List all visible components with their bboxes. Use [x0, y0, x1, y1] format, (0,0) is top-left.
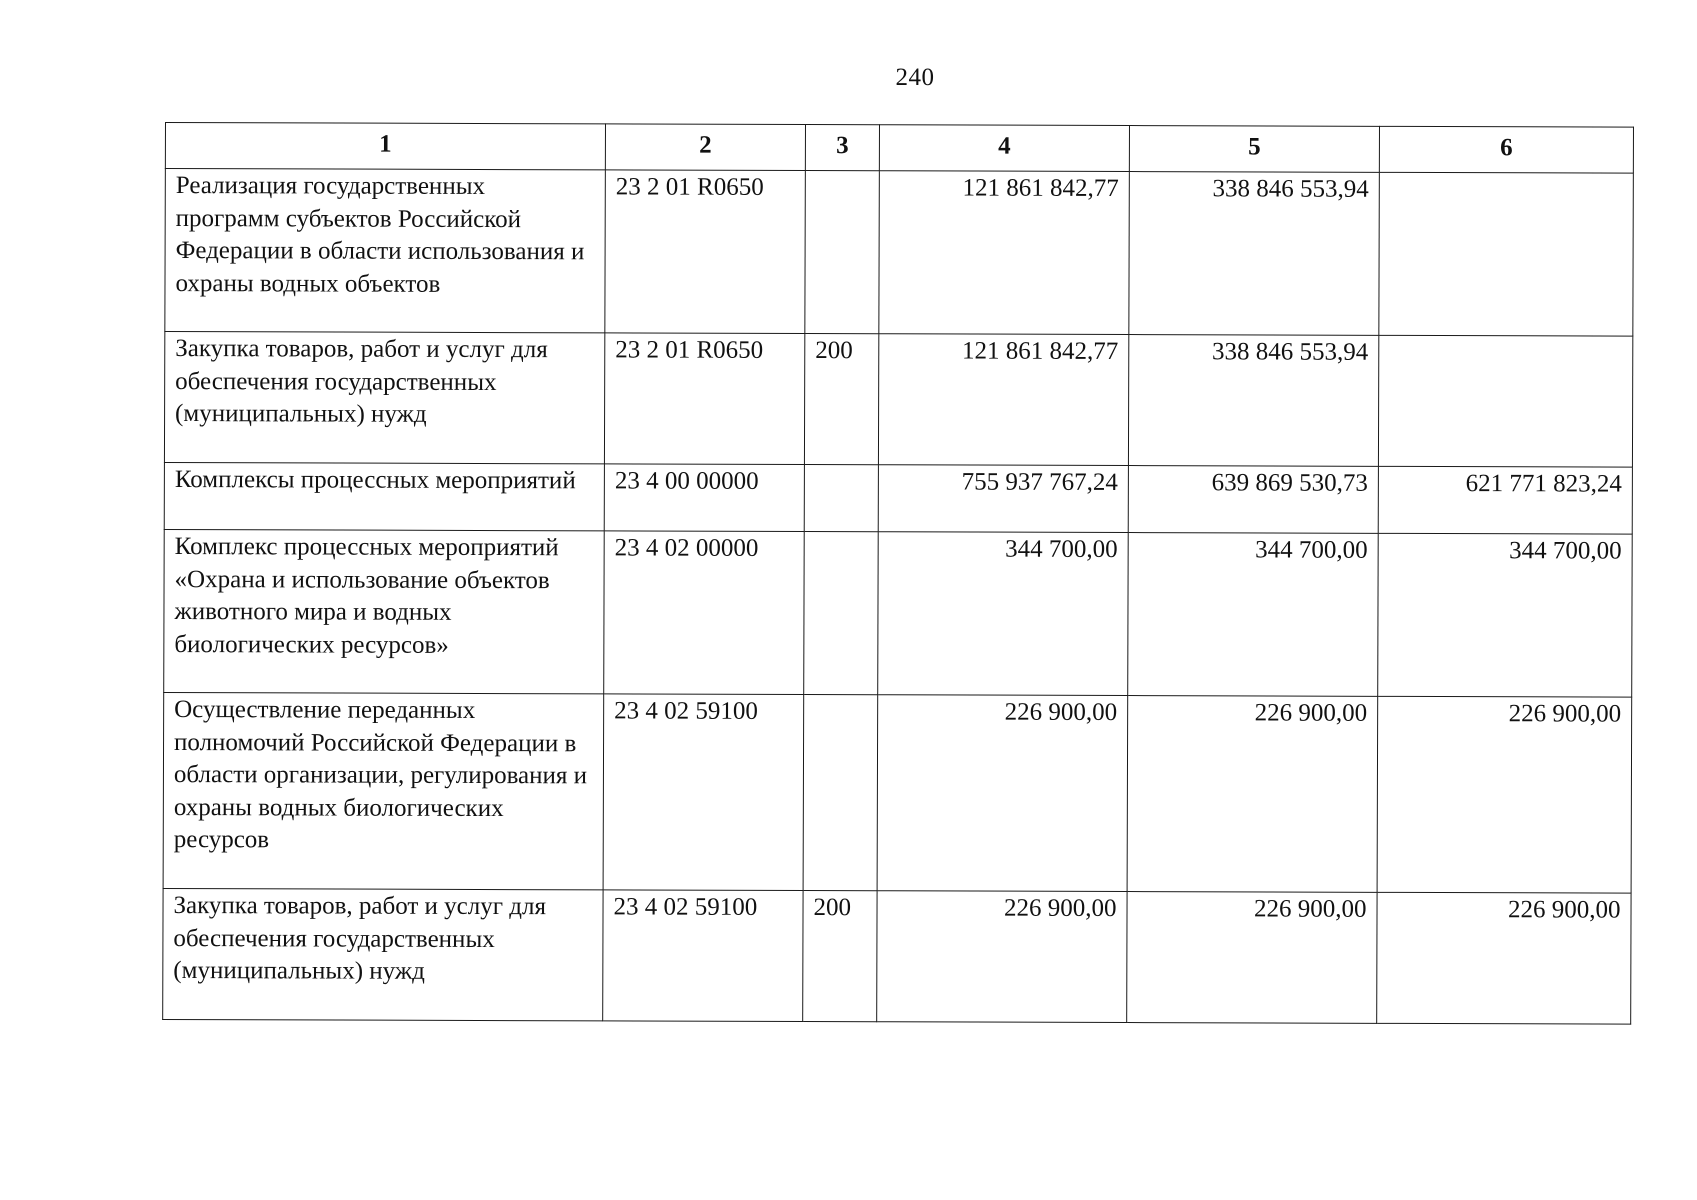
row-expense-type	[805, 171, 880, 334]
table-row	[165, 169, 1634, 337]
row-expense-type: 200	[803, 891, 877, 1022]
row-value-col5: 226 900,00	[1127, 696, 1378, 893]
column-header-2: 2	[605, 124, 805, 171]
row-value-col6: 344 700,00	[1378, 533, 1633, 697]
row-code: 23 4 02 00000	[604, 531, 805, 695]
row-value-col5: 338 846 553,94	[1128, 335, 1378, 467]
row-value-col6	[1378, 335, 1632, 467]
row-value-col4: 226 900,00	[877, 695, 1128, 892]
budget-table	[162, 122, 1634, 1025]
row-expense-type	[804, 532, 879, 695]
row-name: Реализация государственных программ субъектов Российской Федерации в области использования и охраны водных объектов	[165, 169, 606, 333]
row-value-col4: 121 861 842,77	[878, 334, 1128, 466]
row-code: 23 4 02 59100	[603, 890, 803, 1022]
row-value-col4: 226 900,00	[877, 891, 1127, 1023]
row-value-col6: 621 771 823,24	[1378, 466, 1632, 534]
row-value-col5: 226 900,00	[1127, 892, 1377, 1024]
row-expense-type	[803, 695, 878, 891]
column-header-3: 3	[805, 125, 879, 171]
column-header-5: 5	[1129, 126, 1379, 173]
table-row	[163, 692, 1632, 893]
row-value-col6	[1379, 172, 1634, 336]
row-expense-type	[804, 465, 878, 532]
row-code: 23 4 02 59100	[603, 694, 804, 891]
row-value-col6: 226 900,00	[1377, 696, 1632, 893]
row-value-col5: 338 846 553,94	[1129, 172, 1380, 336]
row-name: Закупка товаров, работ и услуг для обеспечения государственных (муниципальных) нужд	[164, 332, 604, 464]
row-expense-type: 200	[804, 334, 878, 465]
row-name: Комплекс процессных мероприятий «Охрана и использование объектов животного мира и водных биологических ресурсов»	[164, 529, 605, 693]
row-value-col4: 344 700,00	[878, 532, 1129, 696]
column-header-4: 4	[879, 125, 1129, 172]
row-code: 23 2 01 R0650	[605, 170, 806, 334]
row-value-col5: 344 700,00	[1128, 533, 1379, 697]
table-row	[164, 529, 1633, 697]
row-value-col4: 755 937 767,24	[878, 465, 1128, 533]
table-row	[164, 332, 1632, 468]
table-row	[163, 888, 1631, 1024]
row-code: 23 4 00 00000	[604, 464, 804, 532]
row-code: 23 2 01 R0650	[604, 333, 804, 465]
row-name: Закупка товаров, работ и услуг для обеспечения государственных (муниципальных) нужд	[163, 888, 603, 1020]
table-container	[162, 122, 1634, 1025]
table-row	[164, 462, 1632, 534]
table-body	[163, 169, 1634, 1025]
row-name: Комплексы процессных мероприятий	[164, 462, 604, 530]
row-value-col4: 121 861 842,77	[879, 171, 1130, 335]
row-value-col6: 226 900,00	[1377, 892, 1631, 1024]
column-header-6: 6	[1379, 126, 1633, 173]
table-header	[165, 123, 1633, 174]
header-row	[165, 123, 1633, 174]
row-value-col5: 639 869 530,73	[1128, 466, 1378, 534]
column-header-1: 1	[165, 123, 605, 170]
page-number: 240	[895, 64, 935, 91]
row-name: Осуществление переданных полномочий Российской Федерации в области организации, регулирования и охраны водных биологических ресурсов	[163, 692, 604, 889]
